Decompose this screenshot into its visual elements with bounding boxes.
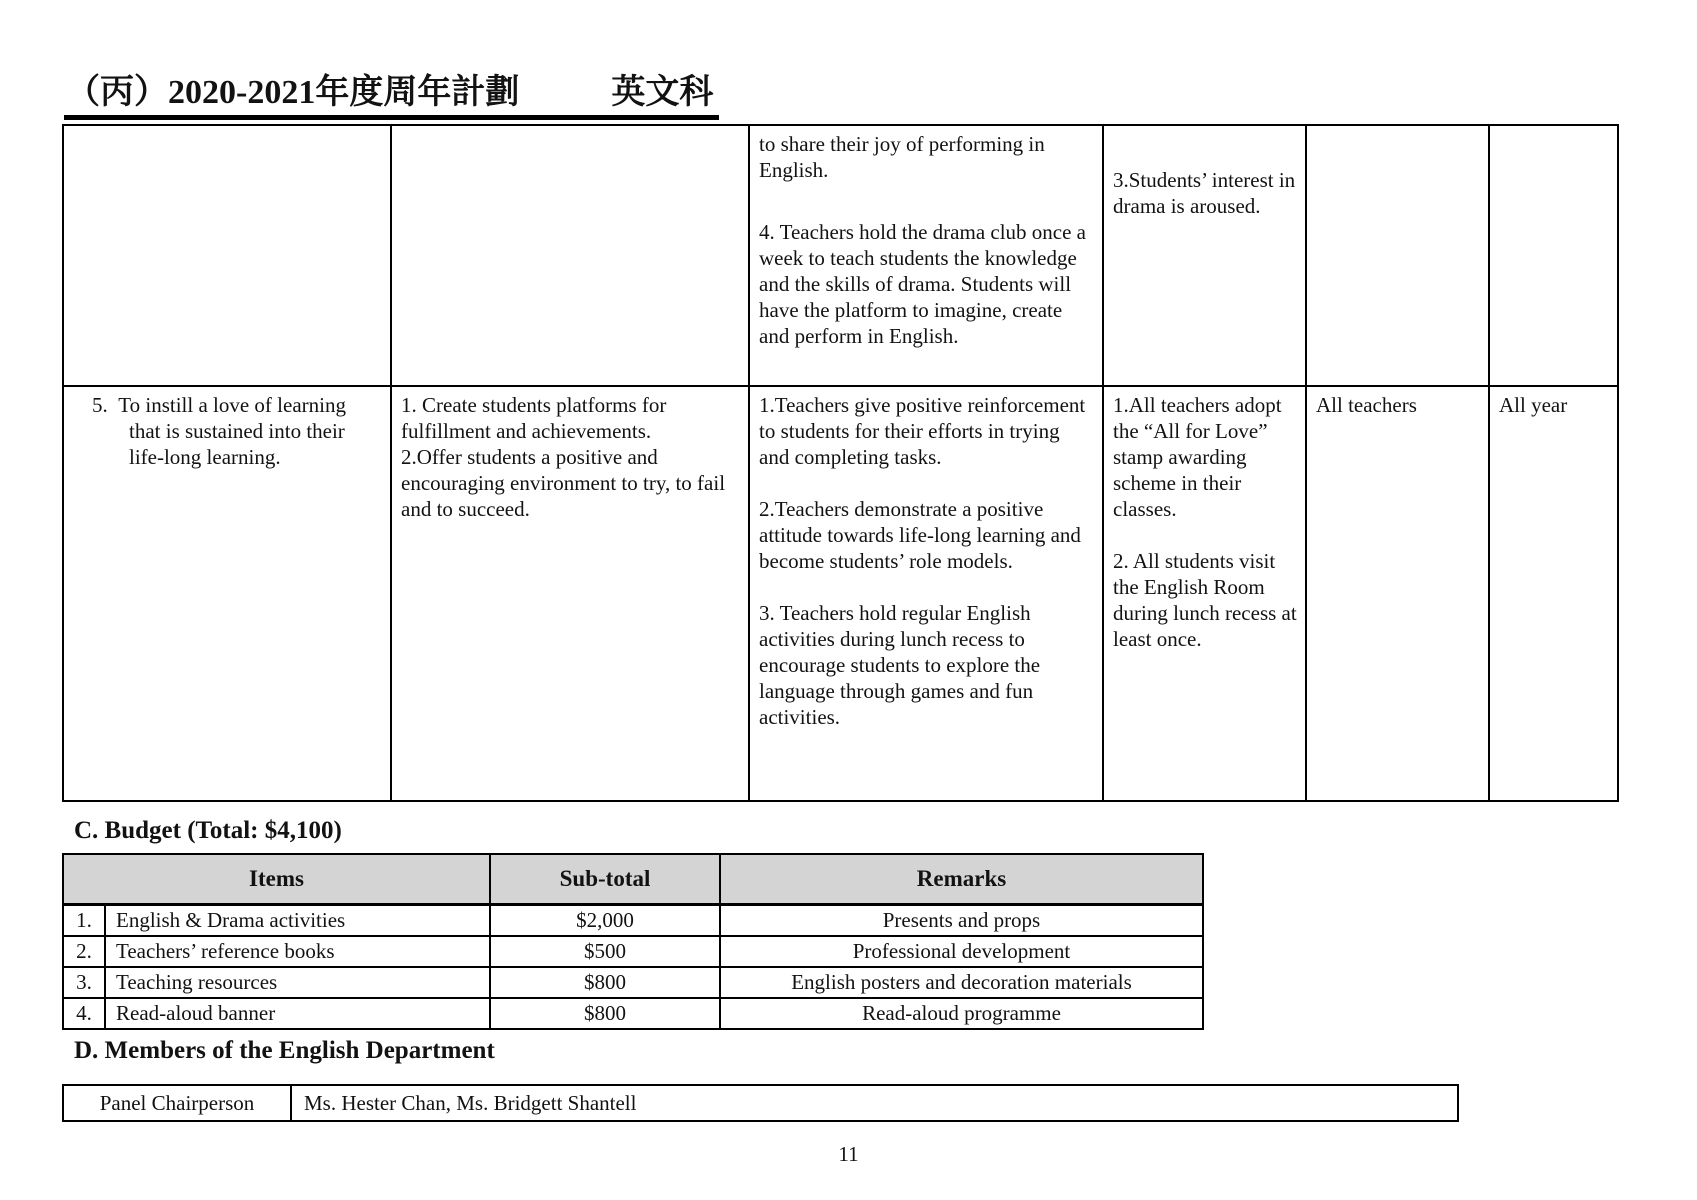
plan-cell-success-criteria <box>1103 386 1306 801</box>
budget-cell-subtotal: $500 <box>490 936 720 967</box>
plan-cell-implementation <box>749 386 1103 801</box>
plan-cell-time-scale <box>1489 386 1618 801</box>
objective-paragraph: 5. To instill a love of learning that is sustained into their life-long learning. <box>92 393 346 469</box>
plan-cell-strategies <box>391 386 749 801</box>
budget-cell-subtotal: $800 <box>490 998 720 1029</box>
budget-heading: C. Budget (Total: $4,100) <box>74 817 342 844</box>
budget-row <box>63 998 1203 1029</box>
people-responsible-text: All teachers <box>1316 393 1417 417</box>
budget-cell-subtotal: $800 <box>490 967 720 998</box>
plan-cell-time-scale <box>1489 125 1618 386</box>
budget-cell-number: 3. <box>63 967 105 998</box>
budget-cell-item: Teachers’ reference books <box>105 936 490 967</box>
budget-cell-remarks: English posters and decoration materials <box>720 967 1203 998</box>
implementation-paragraph: 3. Teachers hold regular English activities during lunch recess to encourage students to explore the language through games and fun activities. <box>759 601 1041 729</box>
budget-row <box>63 936 1203 967</box>
implementation-paragraph: 1.Teachers give positive reinforcement to students for their efforts in trying and completing tasks. <box>759 393 1086 469</box>
document-title <box>64 72 719 120</box>
strategies-paragraph: 1. Create students platforms for fulfillment and achievements. <box>401 393 667 443</box>
budget-row <box>63 967 1203 998</box>
budget-cell-remarks: Presents and props <box>720 905 1203 937</box>
plan-cell-strategies <box>391 125 749 386</box>
member-role: Panel Chairperson <box>63 1085 291 1121</box>
member-names: Ms. Hester Chan, Ms. Bridgett Shantell <box>291 1085 1458 1121</box>
implementation-paragraph: 4. Teachers hold the drama club once a week to teach students the knowledge and the skills of drama. Students will have the platform to imagine, create and perform in English. <box>759 220 1087 348</box>
budget-table <box>62 853 1204 1030</box>
success-criteria-paragraph: 2. All students visit the English Room during lunch recess at least once. <box>1113 549 1297 651</box>
budget-cell-item: English & Drama activities <box>105 905 490 937</box>
success-criteria-paragraph: 1.All teachers adopt the “All for Love” stamp awarding scheme in their classes. <box>1113 393 1282 521</box>
annual-plan-table <box>62 124 1619 802</box>
plan-cell-objective <box>63 125 391 386</box>
budget-header-row <box>63 854 1203 905</box>
members-table <box>62 1084 1459 1122</box>
budget-cell-number: 1. <box>63 905 105 937</box>
plan-cell-people-responsible <box>1306 386 1489 801</box>
budget-cell-remarks: Professional development <box>720 936 1203 967</box>
page-number: 11 <box>838 1142 859 1166</box>
budget-cell-number: 4. <box>63 998 105 1029</box>
plan-cell-success-criteria <box>1103 125 1306 386</box>
budget-cell-item: Teaching resources <box>105 967 490 998</box>
budget-cell-item: Read-aloud banner <box>105 998 490 1029</box>
document-title-main: （丙）2020-2021年度周年計劃 <box>66 74 520 111</box>
plan-cell-objective <box>63 386 391 801</box>
budget-row <box>63 905 1203 937</box>
strategies-paragraph: 2.Offer students a positive and encouraging environment to try, to fail and to succeed. <box>401 445 726 521</box>
implementation-paragraph: 2.Teachers demonstrate a positive attitude towards life-long learning and become students’ role models. <box>759 497 1081 573</box>
plan-row-continued <box>63 125 1618 386</box>
budget-cell-subtotal: $2,000 <box>490 905 720 937</box>
plan-row-5 <box>63 386 1618 801</box>
document-title-subject: 英文科 <box>611 74 714 111</box>
success-criteria-paragraph: 3.Students’ interest in drama is aroused. <box>1113 168 1296 218</box>
plan-cell-people-responsible <box>1306 125 1489 386</box>
budget-header-items: Items <box>63 854 490 905</box>
time-scale-text: All year <box>1499 393 1568 417</box>
members-heading: D. Members of the English Department <box>74 1037 495 1064</box>
members-row <box>63 1085 1458 1121</box>
plan-cell-implementation <box>749 125 1103 386</box>
budget-header-subtotal: Sub-total <box>490 854 720 905</box>
budget-header-remarks: Remarks <box>720 854 1203 905</box>
budget-cell-number: 2. <box>63 936 105 967</box>
budget-cell-remarks: Read-aloud programme <box>720 998 1203 1029</box>
implementation-paragraph: to share their joy of performing in English. <box>759 132 1045 182</box>
